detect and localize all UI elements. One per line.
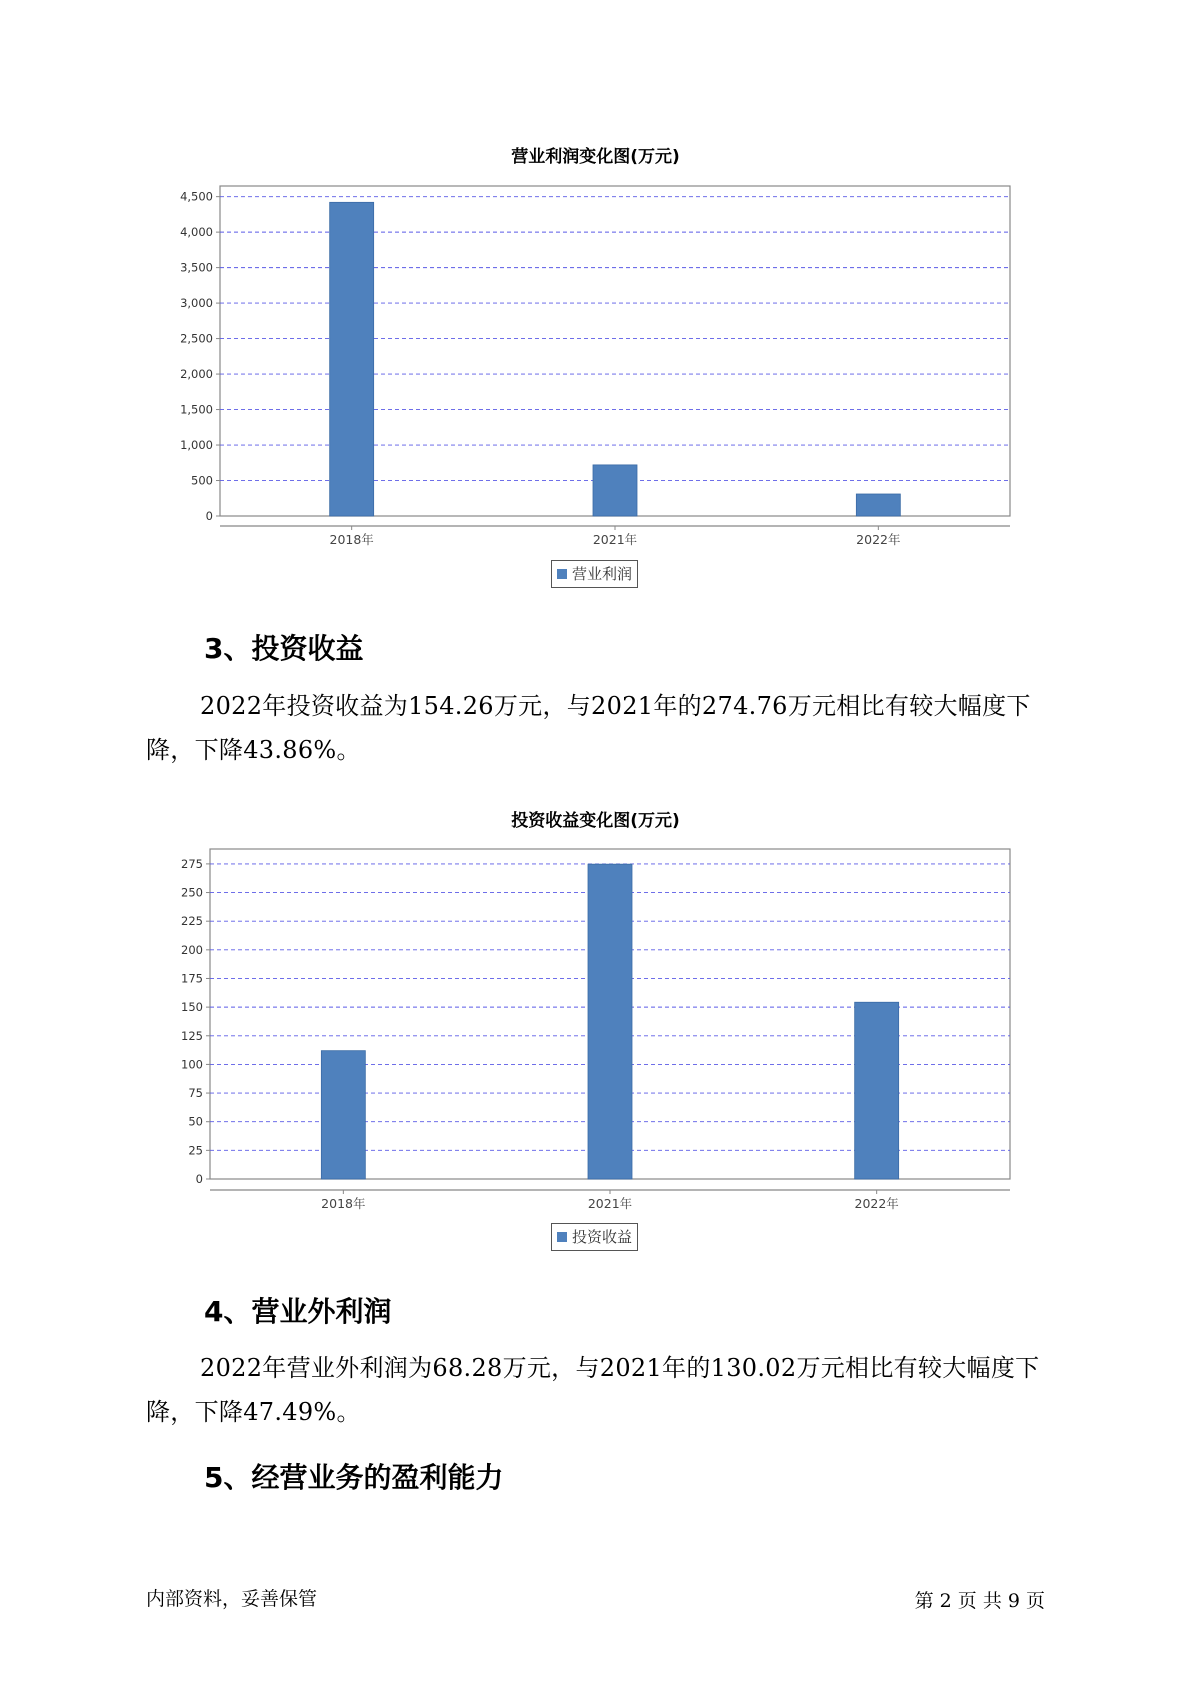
y-tick-label: 125 <box>181 1028 203 1043</box>
bar-2021年 <box>588 864 632 1179</box>
y-tick-label: 100 <box>181 1057 203 1072</box>
y-tick-label: 1,000 <box>180 438 213 453</box>
y-tick-label: 3,000 <box>180 296 213 311</box>
footer-confidential-note: 内部资料，妥善保管 <box>146 1588 318 1610</box>
y-tick-label: 0 <box>195 1172 203 1186</box>
section-heading-investment-income: 3、投资收益 <box>204 632 364 665</box>
x-tick-label: 2018年 <box>321 1196 366 1211</box>
y-tick-label: 225 <box>181 914 203 929</box>
legend-swatch <box>557 1232 567 1242</box>
legend-investment-income <box>551 1223 638 1251</box>
bar-2022年 <box>855 1002 899 1179</box>
x-tick-label: 2022年 <box>854 1196 899 1211</box>
y-tick-label: 4,000 <box>180 225 213 240</box>
y-tick-label: 175 <box>181 971 203 986</box>
y-tick-label: 0 <box>205 509 213 523</box>
y-tick-label: 75 <box>188 1086 203 1101</box>
chart-title-investment-income: 投资收益变化图(万元) <box>511 811 680 831</box>
y-tick-label: 50 <box>188 1114 203 1129</box>
y-tick-label: 275 <box>181 856 203 871</box>
section-text-investment-income: 2022年投资收益为154.26万元，与2021年的274.76万元相比有较大幅度下降，下降43.86%。 <box>146 692 1031 764</box>
legend-label: 投资收益 <box>572 1228 633 1246</box>
y-tick-label: 3,500 <box>180 260 213 275</box>
x-tick-label: 2022年 <box>856 532 901 547</box>
section-heading-business-profitability: 5、经营业务的盈利能力 <box>204 1461 504 1494</box>
x-tick-label: 2018年 <box>329 532 374 547</box>
y-tick-label: 150 <box>181 1000 203 1015</box>
y-tick-label: 1,500 <box>180 402 213 417</box>
legend-label: 营业利润 <box>572 565 633 583</box>
section-text-non-operating-profit: 2022年营业外利润为68.28万元，与2021年的130.02万元相比有较大幅度下降，下降47.49%。 <box>146 1354 1040 1426</box>
section-heading-non-operating-profit: 4、营业外利润 <box>204 1295 392 1328</box>
y-tick-label: 500 <box>191 473 213 488</box>
y-tick-label: 2,500 <box>180 331 213 346</box>
x-tick-label: 2021年 <box>587 1196 633 1211</box>
y-tick-label: 2,000 <box>180 367 213 382</box>
x-tick-label: 2021年 <box>592 532 638 547</box>
y-tick-label: 4,500 <box>180 189 213 204</box>
footer-page-number: 第 2 页 共 9 页 <box>914 1590 1045 1612</box>
bar-2018年 <box>321 1051 365 1179</box>
y-tick-label: 250 <box>181 885 203 900</box>
y-tick-label: 200 <box>181 942 203 957</box>
chart-title-operating-profit: 营业利润变化图(万元) <box>511 147 680 167</box>
y-tick-label: 25 <box>188 1143 203 1158</box>
